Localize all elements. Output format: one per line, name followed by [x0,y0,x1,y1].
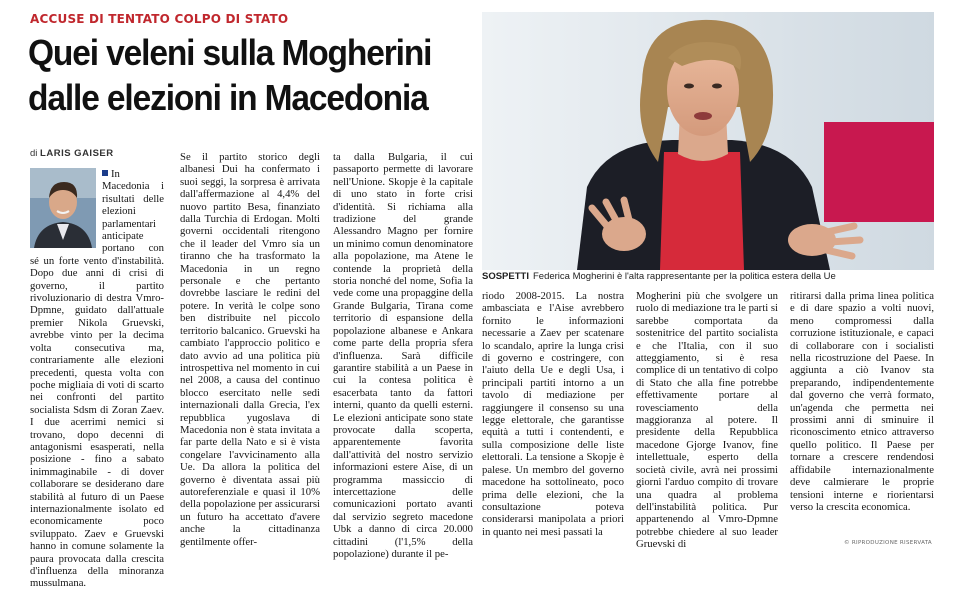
column-5-text: Mogherini più che svolgere un ruolo di mediazione tra le parti si sarebbe comportata da sostenitrice del partito socialista e che l'Italia, con il suo atteggiamento, si è resa complice di un tentativo di colpo di Stato che alla fine potrebbe effettivamente portare al rovesciamento della maggioranza al potere. Il presidente della Repubblica macedone Gjorge Ivanov, fine intellettuale, esperto della società civile, avrà nei prossimi giorni l'arduo compito di trovare una quadra al problema dell'instabilità politica. Pur appartenendo al Vmro-Dpmne potrebbe chiedere al suo leader Gruevski di [636,290,778,551]
hero-photo [482,12,934,270]
photo-caption [482,271,934,283]
article-column-3 [333,151,473,560]
article-kicker: ACCUSE DI TENTATO COLPO DI STATO [30,12,289,26]
article-headline: Quei veleni sulla Mogherini dalle elezioni in Macedonia [28,32,432,118]
mogherini-photo-illustration [482,12,934,270]
column-2-text: Se il partito storico degli albanesi Dui ha confermato i suoi seggi, la sorpresa è arrivata dall'affermazione al 4,4% del nuovo partito Besa, finanziato dalla Turchia di Erdogan. Molti governi occidentali ritengono che il leader del Vmro sia un tiranno che ha trasformato la Macedonia in un regno personale e che pertanto dovrebbe lasciare le redini del potere. In verità le colpe sono ben distribuite nel piccolo territorio balcanico. Gruevski ha cambiato l'approccio politico e dato avvio ad una politica più introspettiva nel momento in cui nel 2008, a causa del continuo blocco esercitato nelle sedi internazionali dalla Grecia, l'ex repubblica yugoslava di Macedonia non è stata invitata a far parte della Nato e si è vista congelare l'avvicinamento alla Ue. Da allora la politica del governo è diventata assai più autoreferenziale e quasi il 10% della popolazione per assicurarsi un futuro ha accettato d'avere anche la cittadinanza gentilmente offer- [180,151,320,548]
article-start-marker [102,170,108,176]
author-portrait-illustration [30,168,96,248]
article-column-1 [30,168,164,590]
column-6-text: ritirarsi dalla prima linea politica e di dare spazio a volti nuovi, meno compromessi dalla corruzione istituzionale, e capaci di collaborare con i socialisti nella ricostruzione del Paese. In aggiunta a ciò Ivanov sta preparando, indipendentemente dal governo che verrà formato, un'agenda che permetta nei prossimi anni di sminuire il riconoscimento etnico attraverso quello politico. Il Paese per tornare a crescere rendendosi affidabile internazionalmente deve calmierare le proprie tensioni interne e riorientarsi verso la crescita economica. [790,290,934,513]
article-byline [30,148,114,159]
column-1-text: In Macedonia i risultati delle elezioni parlamentari anticipate portano con sé un forte vento d'instabilità. Dopo due anni di crisi di governo, il partito rivoluzionario di destra Vmro-Dpmne, guidato dall'attuale premier Nikola Gruevski, avrebbe vinto per la decima volta consecutiva ma, contrariamente alle elezioni precedenti, questa volta con poche migliaia di voti di scarto nei confronti del partito socialista Sdsm di Zoran Zaev. I due acerrimi nemici si trovano, dopo decenni di antagonismi esasperati, nella posizione - fino a sabato inimmaginabile - di dover collaborare se desiderano dare stabilità al futuro di un Paese internazionalmente isolato ed economicamente poco sviluppato. Zaev e Gruevski hanno in comune solamente la paura provocata dalla crescita d'influenza della minoranza mussulmana. [30,168,164,590]
article-column-2 [180,151,320,548]
copyright-notice: © RIPRODUZIONE RISERVATA [844,540,932,546]
article-column-5 [636,290,778,551]
caption-text: Federica Mogherini è l'alta rappresentante per la politica estera della Ue [532,271,836,282]
byline-author: LARIS GAISER [40,148,114,159]
caption-tag: SOSPETTI [482,271,529,282]
column-4-text: riodo 2008-2015. La nostra ambasciata e l'Aise avrebbero fornito le informazioni necessarie a Zaev per scatenare lo scandalo, aprire la lunga crisi di governo e costringere, con l'aiuto della Ue e degli Usa, i principali partiti intorno a un tavolo di mediazione per raggiungere il consenso su una legge elettorale, che garantisse equità a tutti i contendenti, e sulla composizione delle liste elettorali. La tensione a Skopje è palese. Un membro del governo macedone ha sottolineato, poco prima delle elezioni, che la consultazione poteva considerarsi manipolata a priori in quanto nei mesi passati la [482,290,624,538]
author-photo [30,168,96,248]
article-column-4 [482,290,624,548]
article-column-6 [790,290,934,530]
byline-prefix: di [30,148,38,159]
column-3-text: ta dalla Bulgaria, il cui passaporto permette di lavorare nell'Unione. Skopje è la capitale di uno stato in forte crisi d'identità. Si richiama alla tradizione del grande Alessandro Magno per fornire un minimo comun denominatore alla popolazione, ma Atene le contende la proprietà della storia nonché del nome, Sofia la vede come una propaggine della Grande Bulgaria, Tirana come territorio di espansione della popolazione albanese e Ankara come parte della propria sfera d'influenza. Sarà difficile garantire stabilità a un Paese in cui la contesa politica è esacerbata tanto da fattori interni, quanto da quelli esterni. Le elezioni anticipate sono state provocate dalla scoperta, apparentemente favorita dall'attività del nostro servizio informazioni estere Aise, di un programma massiccio di intercettazione delle comunicazioni portato avanti dal servizio segreto macedone Ubk a danno di circa 20.000 cittadini (l'1,5% della popolazione) durante il pe- [333,151,473,560]
